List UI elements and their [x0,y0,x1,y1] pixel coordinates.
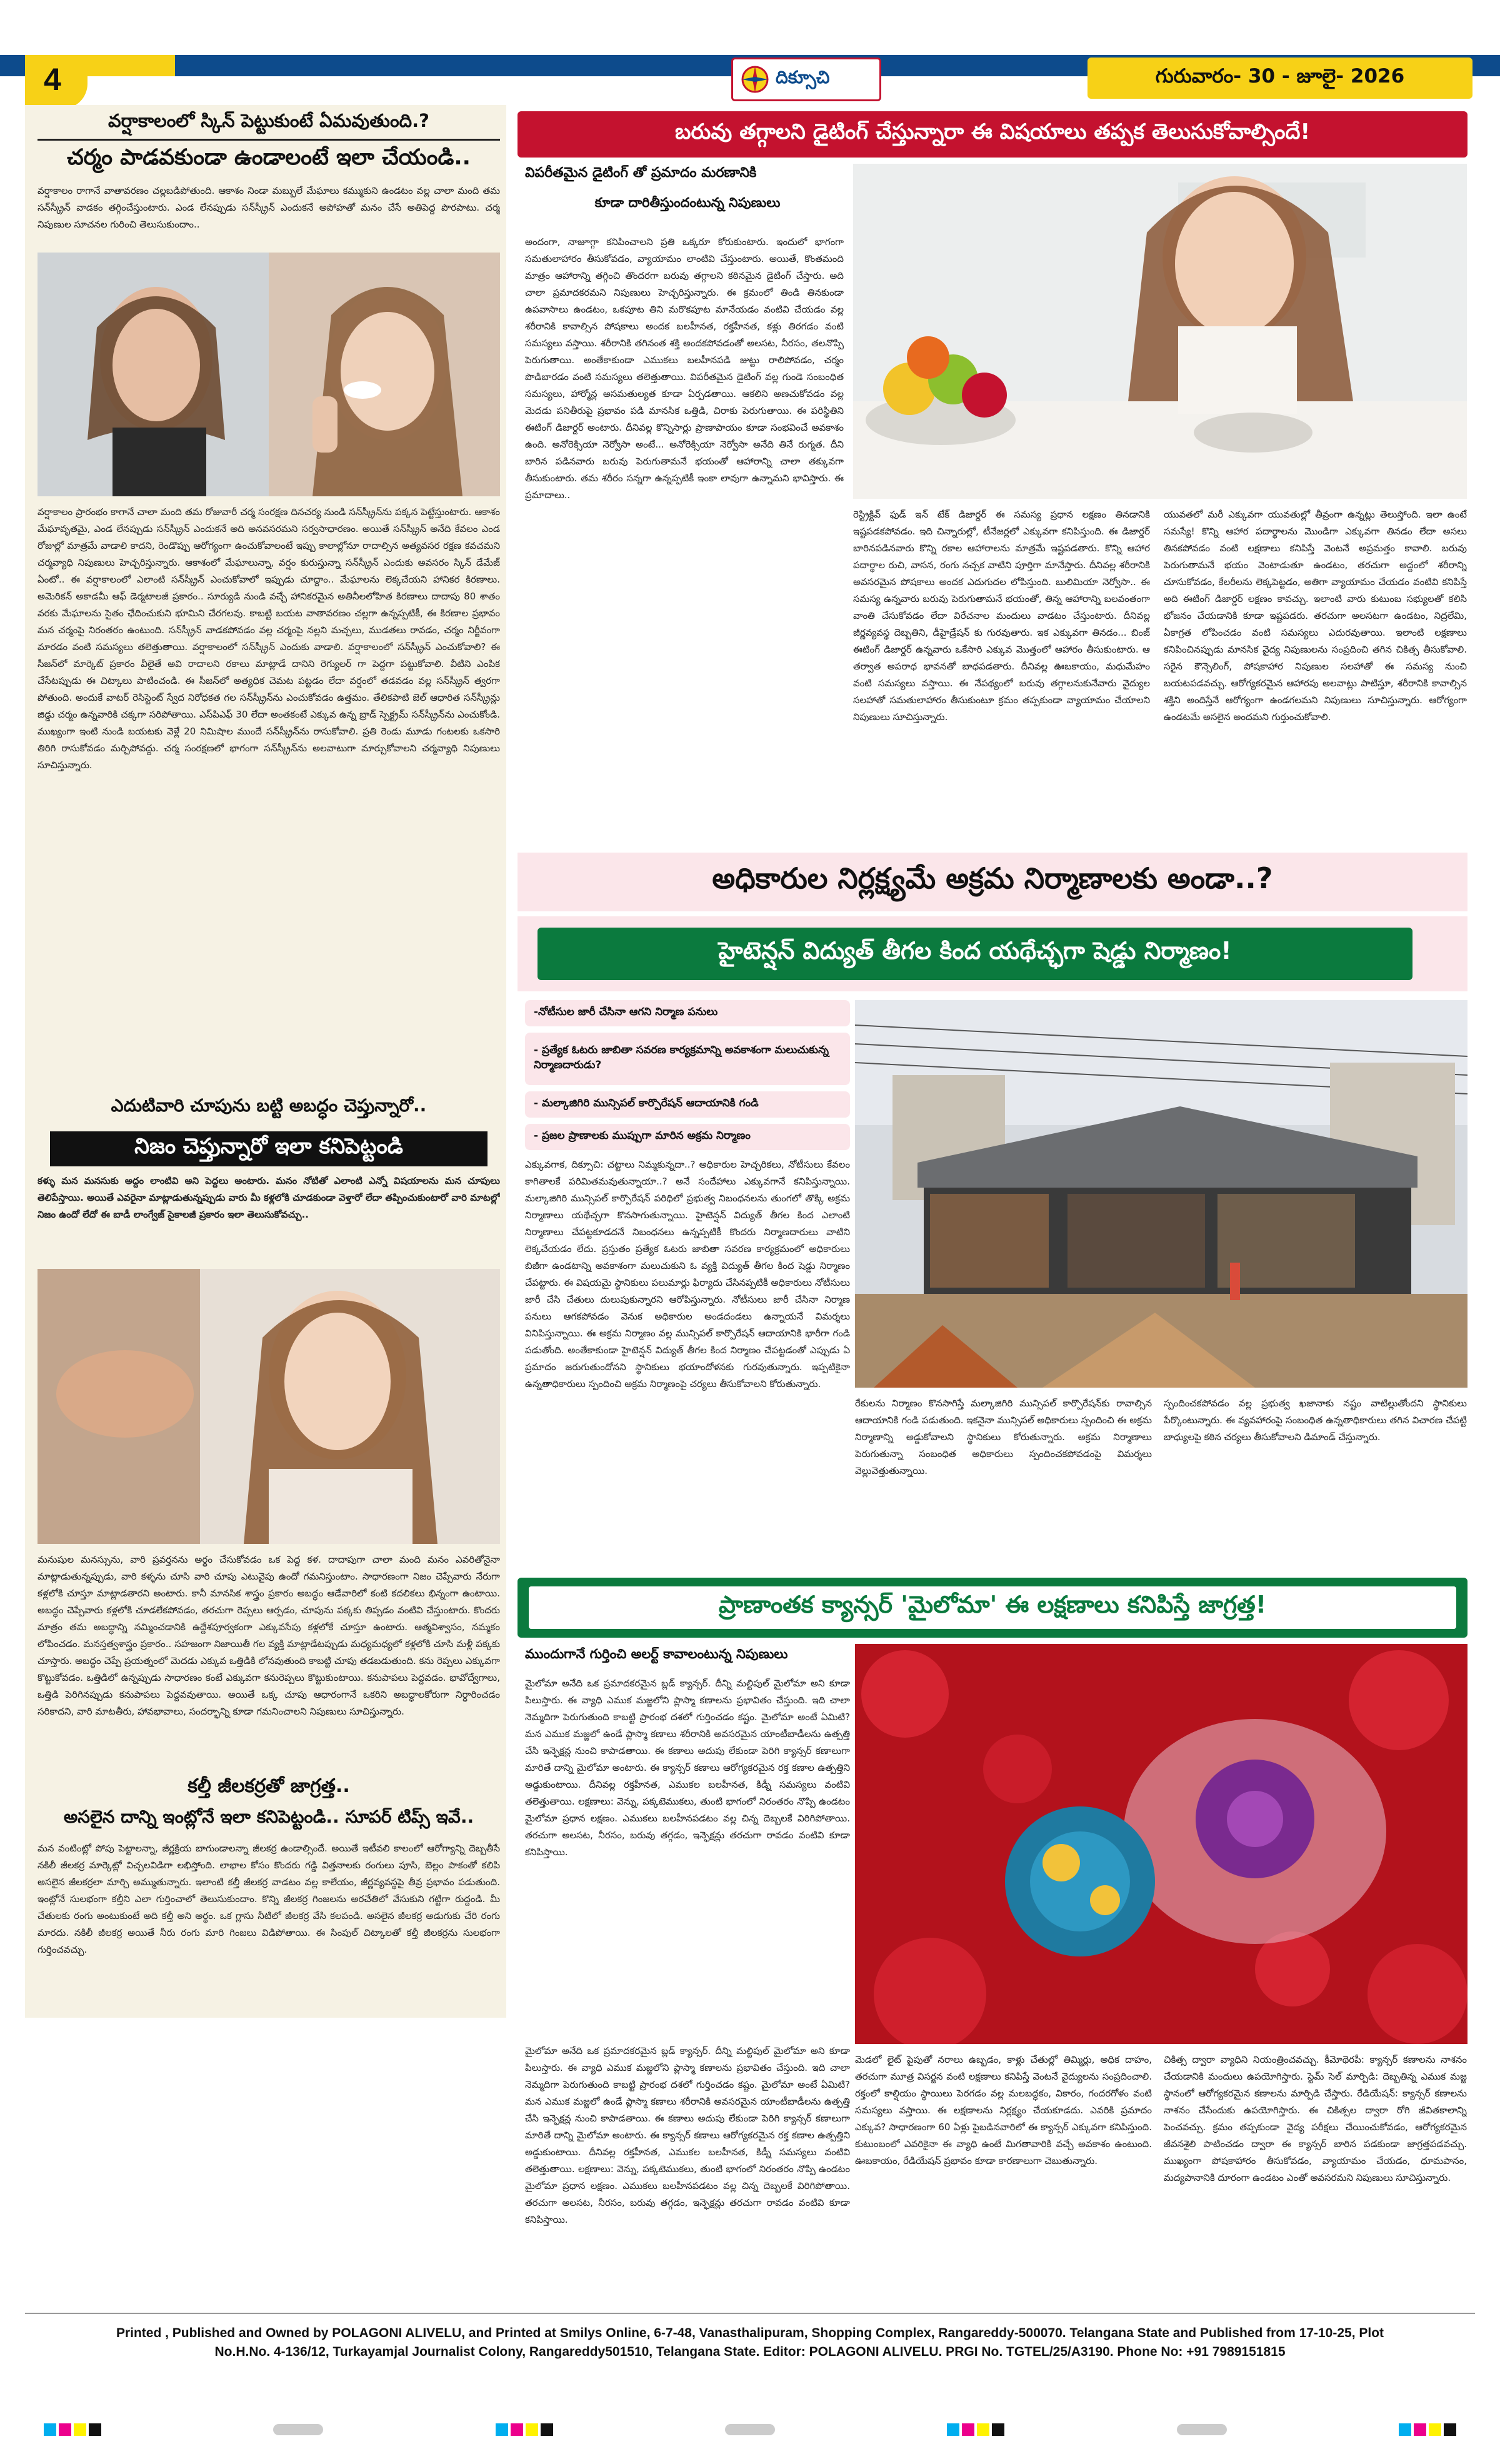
construction-bullet-3: - మల్కాజిగిరి మున్సిపల్ కార్పొరేషన్ ఆదాయానికి గండి [525,1091,850,1118]
eyes-intro: కళ్ళు మన మనసుకు అద్దం లాంటివి అని పెద్దలు అంటారు. మనం నోటితో ఎలాంటి ఎన్నో విషయాలను మన చూపులు తెలిపేస్తాయి. అయితే ఎవరైనా మాట్లాడుతున్నప్పుడు వారు మీ కళ్లలోకి చూడకుండా వెళ్తారో లేదా తప్పించుకుంటారో వారి మాటల్లో నిజం ఉందో లేదో ఈ బాడీ లాంగ్వేజ్ సైకాలజీ ప్రకారం ఇలా తెలుసుకోవచ్చు.. [38,1175,500,1220]
registration-pill-2 [725,2424,775,2435]
construction-body-bottom-a: రేకులను నిర్మాణం కొనసాగిస్తే మల్కాజిగిరి మున్సిపల్ కార్పొరేషన్‌కు రావాల్సిన ఆదాయానికి గండి పడుతుంది. ఇకనైనా మున్సిపల్ అధికారులు స్పందించి ఈ అక్రమ నిర్మాణాన్ని అడ్డుకోవాలని స్థానికులు కోరుతున్నారు. అక్రమ నిర్మాణాలు పెరుగుతున్నా సంబంధిత అధికారులు స్పందించకపోవడంపై విమర్శలు వెల్లువెత్తుతున్నాయి. [855,1398,1152,1476]
diet-sub-1: విపరీతమైన డైటింగ్ తో ప్రమాదం మరణానికి [525,165,757,181]
diet-col-1: అందంగా, నాజూగ్గా కనిపించాలని ప్రతి ఒక్కరూ కోరుకుంటారు. ఇందులో భాగంగా సమతులాహారం తీసుకోవడం, వ్యాయామం లాంటివి చేస్తుంటారు. అయితే, కొంతమంది మాత్రం ఆహారాన్ని తగ్గించి తొందరగా బరువు తగ్గాలని కఠినమైన డైటింగ్ చేస్తారు. అది చాలా ప్రమాదకరమని నిపుణులు హెచ్చరిస్తున్నారు. ఈ క్రమంలో తిండి తినకుండా ఉపవాసాలు ఉండటం, ఒకపూట తిని మరొకపూట మానేయడం వంటివి చేయడం వల్ల శరీరానికి కావాల్సిన పోషకాలు అందక బలహీనత, రక్తహీనత, కళ్లు తిరగడం వంటి సమస్యలు వస్తాయి. శరీరానికి తగినంత శక్తి అందకపోవడంతో అలసట, నీరసం, తలనొప్పి పెరుగుతాయి. అంతేకాకుండా ఎముకలు బలహీనపడి జుట్టు రాలిపోవడం, చర్మం పొడిబారడం వంటి సమస్యలు తలెత్తుతాయి. విపరీతమైన డైటింగ్ వల్ల గుండె సంబంధిత సమస్యలు, హార్మోన్ల అసమతుల్యత కూడా ఏర్పడతాయి. ఆకలిని అణచుకోవడం వల్ల మెదడు పనితీరుపై ప్రభావం పడి మానసిక ఒత్తిడి, చిరాకు పెరుగుతాయి. ఈ పరిస్థితిని ఈటింగ్ డిజార్డర్ అంటారు. దీనివల్ల కొన్నిసార్లు ప్రాణాపాయం కూడా సంభవించే అవకాశం ఉంది. అనోరెక్సియా నెర్వోసా అంటే... అనోరెక్సియా నెర్వోసా అనేది తినే రుగ్మత. దీని బారిన పడినవారు బరువు పెరుగుతామనే భయంతో ఆహారాన్ని చాలా తక్కువగా తీసుకుంటారు. తమ శరీరం సన్నగా ఉన్నప్పటికీ ఇంకా లావుగా ఉన్నామని భావిస్తారు. ఈ ప్రమాదాలు.. [525,236,844,501]
cumin-body: మన వంటింట్లో పోపు పెట్టాలన్నా, జీర్ణక్రియ బాగుండాలన్నా జీలకర్ర ఉండాల్సిందే. అయితే ఇటీవలి కాలంలో ఆరోగ్యాన్ని దెబ్బతీసే నకిలీ జీలకర్ర మార్కెట్లో విచ్చలవిడిగా లభిస్తోంది. లాభాల కోసం కొందరు గడ్డి విత్తనాలకు రంగులు పూసి, బెల్లం పాకంతో కలిపి అసలైన జీలకర్రలా మార్చి అమ్ముతున్నారు. ఇలాంటి కల్తీ జీలకర్ర వాడటం వల్ల కాలేయం, జీర్ణవ్యవస్థపై తీవ్ర ప్రభావం పడుతుంది. ఇంట్లోనే సులభంగా కల్తీని ఎలా గుర్తించాలో తెలుసుకుందాం. కొన్ని జీలకర్ర గింజలను అరచేతిలో వేసుకుని గట్టిగా రుద్దండి. మీ చేతులకు రంగు అంటుకుంటే అది కల్తీ అని అర్థం. ఒక గ్లాసు నీటిలో జీలకర్ర వేసి కలపండి. అసలైన జీలకర్ర అడుగుకు చేరి రంగు మారదు. నకిలీ జీలకర్ర అయితే నీరు రంగు మారి గింజలు విడిపోతాయి. ఈ సింపుల్ చిట్కాలతో కల్తీ జీలకర్రను సులభంగా గుర్తించవచ్చు. [38,1840,500,2015]
eyes-photo [38,1269,500,1544]
myeloma-sub: ముందుగానే గుర్తించి అలర్ట్ కావాలంటున్న నిపుణులు [525,1646,788,1661]
footer-imprint [25,2324,1475,2361]
myeloma-banner [529,1586,1456,1629]
color-bar [44,2423,1456,2436]
myeloma-col-bottom [525,2043,850,2276]
skin-headline-2: చర్మం పాడవకుండా ఉండాలంటే ఇలా చేయండి.. [67,145,471,170]
footer-line-1: Printed , Published and Owned by POLAGONI ALIVELU, and Printed at Smilys Online, 6-7-48, Vanasthalipuram, Shopping Complex, Rangareddy-500070. Telangana State and Published from 17-10-25, Plot [116,2326,1384,2340]
myeloma-col-top: మైలోమా అనేది ఒక ప్రమాదకరమైన బ్లడ్ క్యాన్సర్. దీన్ని మల్టిపుల్ మైలోమా అని కూడా పిలుస్తారు. ఈ వ్యాధి ఎముక మజ్జలోని ప్లాస్మా కణాలను ప్రభావితం చేస్తుంది. ఇది చాలా నెమ్మదిగా పెరుగుతుంది కాబట్టి ప్రారంభ దశలో గుర్తించడం కష్టం. మైలోమా అంటే ఏమిటి? మన ఎముక మజ్జలో ఉండే ప్లాస్మా కణాలు శరీరానికి అవసరమైన యాంటీబాడీలను ఉత్పత్తి చేసి ఇన్ఫెక్షన్ల నుంచి కాపాడతాయి. ఈ కణాలు అదుపు లేకుండా పెరిగి క్యాన్సర్ కణాలుగా మారితే దాన్ని మైలోమా అంటారు. ఈ క్యాన్సర్ కణాలు ఆరోగ్యకరమైన రక్త కణాల ఉత్పత్తిని అడ్డుకుంటాయి. దీనివల్ల రక్తహీనత, ఎముకల బలహీనత, కిడ్నీ సమస్యలు వంటివి తలెత్తుతాయి. లక్షణాలు: వెన్ను, పక్కటెముకలు, తుంటి భాగంలో నిరంతరం నొప్పి ఉండటం మైలోమా ప్రధాన లక్షణం. ఎముకలు బలహీనపడటం వల్ల చిన్న దెబ్బలకే విరిగిపోతాయి. తరచుగా అలసట, నీరసం, బరువు తగ్గడం, ఇన్ఫెక్షన్లు తరచుగా రావడం వంటివి కూడా కనిపిస్తాయి. [525,1678,850,1858]
construction-banner-1 [518,853,1468,911]
myeloma-banner-text: ప్రాణాంతక క్యాన్సర్ 'మైలోమా' ఈ లక్షణాలు కనిపిస్తే జాగ్రత్త! [718,1591,1267,1618]
myeloma-col-b: చికిత్స ద్వారా వ్యాధిని నియంత్రించవచ్చు. కీమోథెరపీ: క్యాన్సర్ కణాలను నాశనం చేయడానికి మందులు ఉపయోగిస్తారు. స్టెమ్ సెల్ మార్పిడి: దెబ్బతిన్న ఎముక మజ్జ స్థానంలో ఆరోగ్యకరమైన కణాలను మార్పిడి చేస్తారు. రేడియేషన్: క్యాన్సర్ కణాలను నాశనం చేసేందుకు ఉపయోగిస్తారు. ఈ చికిత్సల ద్వారా రోగి జీవితకాలాన్ని పెంచవచ్చు. క్రమం తప్పకుండా వైద్య పరీక్షలు చేయించుకోవడం, ఆరోగ్యకరమైన జీవనశైలి పాటించడం ద్వారా ఈ క్యాన్సర్ బారిన పడకుండా జాగ్రత్తపడవచ్చు. ముఖ్యంగా పోషకాహారం తీసుకోవడం, వ్యాయామం చేయడం, ధూమపానం, మద్యపానానికి దూరంగా ఉండటం ఎంతో అవసరమని నిపుణులు సూచిస్తున్నారు. [1164,2054,1467,2183]
construction-body-bottom-b: స్పందించకపోవడం వల్ల ప్రభుత్వ ఖజానాకు నష్టం వాటిల్లుతోందని స్థానికులు పేర్కొంటున్నారు. ఈ వ్యవహారంపై సంబంధిత ఉన్నతాధికారులు తగిన విచారణ చేపట్టి బాధ్యులపై కఠిన చర్యలు తీసుకోవాలని డిమాండ్ చేస్తున్నారు. [1164,1398,1467,1443]
masthead-logo [731,58,881,101]
construction-banner-2 [538,928,1412,980]
footer-line-2: No.H.No. 4-136/12, Turkayamjal Journalist Colony, Rangareddy501510, Telangana State. Editor: POLAGONI ALIVELU. PRGI No. TGTEL/25/A3190. Phone No: +91 7989151815 [214,2345,1286,2359]
skin-headline-1: వర్షాకాలంలో స్కిన్ పెట్టుకుంటే ఏమవుతుంది.? [108,110,429,131]
myeloma-photo [855,1644,1468,2044]
diet-banner [518,111,1468,158]
eyes-headline-2-box [50,1131,488,1166]
date-line: గురువారం- 30 - జూలై- 2026 [1155,64,1405,88]
page-number: 4 [44,62,61,97]
cmyk-swatches-mid2 [947,2423,1004,2436]
eyes-headline-1: ఎదుటివారి చూపును బట్టి అబద్ధం చెప్తున్నారో.. [111,1095,427,1116]
cmyk-swatches-right [1399,2423,1456,2436]
registration-pill-1 [273,2424,323,2435]
eyes-headline-2: నిజం చెప్తున్నారో ఇలా కనిపెట్టండి [134,1134,403,1159]
construction-body-left: ఎక్కువగాక, దిక్సూచి: చట్టాలు నిమ్మకున్నదా..? అధికారుల హెచ్చరికలు, నోటీసులు కేవలం కాగితాలకే పరిమితమవుతున్నాయా..? అనే సందేహాలు ఎక్కువగానే కనిపిస్తున్నాయి. మల్కాజిగిరి మున్సిపల్ కార్పొరేషన్ పరిధిలో ప్రభుత్వ నిబంధనలను తుంగలో తొక్కి అక్రమ నిర్మాణాలు యథేచ్ఛగా కొనసాగుతున్నాయి. హైటెన్షన్ విద్యుత్ తీగల కింద ఎలాంటి నిర్మాణాలు చేపట్టకూడదనే నిబంధనలు ఉన్నప్పటికీ కొందరు నిర్మాణదారులు వాటిని లెక్కచేయడం లేదు. ప్రస్తుతం ప్రత్యేక ఓటరు జాబితా సవరణ కార్యక్రమంలో అధికారులు బిజీగా ఉండటాన్ని అవకాశంగా మలుచుకుని ఓ వ్యక్తి విద్యుత్ తీగల కింద షెడ్డు నిర్మాణం చేపట్టారు. ఈ విషయమై స్థానికులు పలుమార్లు ఫిర్యాదు చేసినప్పటికీ అధికారులు నోటీసులు జారీ చేసి చేతులు దులుపుకున్నారని ఆరోపిస్తున్నారు. నోటీసులు జారీ చేసినా నిర్మాణ పనులు ఆగకపోవడం వెనుక అధికారుల అండదండలు ఉన్నాయనే విమర్శలు వినిపిస్తున్నాయి. ఈ అక్రమ నిర్మాణం వల్ల మున్సిపల్ కార్పొరేషన్ ఆదాయానికి భారీగా గండి పడుతోంది. అంతేకాకుండా హైటెన్షన్ విద్యుత్ తీగల కింద నిర్మాణం చేపట్టడంతో ఎప్పుడు ఏ ప్రమాదం జరుగుతుందోనని స్థానికులు భయాందోళనకు గురవుతున్నారు. ఇప్పటికైనా ఉన్నతాధికారులు స్పందించి అక్రమ నిర్మాణంపై చర్యలు తీసుకోవాలని కోరుతున్నారు. [525,1159,850,1390]
logo-text: దిక్సూచి [776,67,830,88]
registration-pill-3 [1177,2424,1227,2435]
cumin-headline-1: కల్తీ జీలకర్రతో జాగ్రత్త.. [38,1775,500,1801]
construction-banner-2-text: హైటెన్షన్ విద్యుత్ తీగల కింద యథేచ్ఛగా షెడ్డు నిర్మాణం! [718,937,1232,964]
construction-photo [855,1000,1468,1388]
diet-sub-2: కూడా దారితీస్తుందంటున్న నిపుణులు [594,195,781,210]
skin-photo [38,253,500,496]
construction-bullet-1: -నోటీసుల జారీ చేసినా ఆగని నిర్మాణ పనులు [525,1000,850,1026]
compass-logo-icon [739,64,771,95]
skin-body: వర్షాకాలం ప్రారంభం కాగానే చాలా మంది తమ రోజువారీ చర్మ సంరక్షణ దినచర్య నుండి సన్‌స్క్రీన్‌ను పక్కన పెట్టేస్తుంటారు. ఆకాశం మేఘావృతమై, ఎండ లేనప్పుడు సన్‌స్క్రీన్ ఎందుకనే అది అనవసరమని సర్వసాధారణం. అయితే సన్‌స్క్రీన్ అనేది కేవలం ఎండ రోజుల్లో మాత్రమే వాడాలి కాదని, రెండొప్పు ఆరోగ్యంగా ఉంచుకోవాలంటే ఇప్పు కాలాల్లోనూ రాదాల్సిన అత్యవసర రక్షణ కవచమని చర్మవ్యాధి నిపుణులు హెచ్చరిస్తున్నారు. ఆకాశంలో మేఘాలున్నా, వర్షం కురుస్తున్నా సన్‌స్క్రీన్ ఎందుకు అవసరం స్కిన్ డేమేజ్ ఏంటో.. ఈ వర్షాకాలంలో ఎలాంటి సన్‌స్క్రీన్ ఎంచుకోవాలో ఇప్పుడు చూద్దాం.. మేఘాలను లెక్కచేయని హానికర కిరణాలు. అమెరికన్ అకాడమీ ఆఫ్ డెర్మటాలజీ ప్రకారం.. సూర్యుడి నుండి వచ్చే హానికరమైన అతినీలలోహిత కిరణాలు దాదాపు 80 శాతం వరకు మేఘాలను సైతం ఛేదించుకుని భూమిని చేరగలవు. కాబట్టి బయట వాతావరణం చల్లగా ఉన్నప్పటికీ, ఈ కిరణాల ప్రభావం మన చర్మంపై నిరంతరం ఉంటుంది. సన్‌స్క్రీన్ వాడకపోవడం వల్ల చర్మంపై నల్లని మచ్చలు, ముడతలు రావడం, చర్మం నిర్జీవంగా మారడం వంటి సమస్యలు తలెత్తుతాయి. వర్షాకాలంలో సన్‌స్క్రీన్ ఎందుకు వాడాలి. వర్షాకాలంలో సన్‌స్క్రీన్ ఎంచుకోవాలి? ఈ సీజన్‌లో మార్కెట్ ప్రకారం వీలైతే అవి రాదాలని రకాలు మాట్లాడే దానిని రెగ్యులర్ గా పెద్దగా పట్టుకోవాలి. వీటిని ఎంపిక చేసేటప్పుడు ఈ చిట్కాలు పాటించండి. ఈ సీజన్‌లో అత్యధిక చెమట పట్టడం లేదా వర్షంలో తడవడం వల్ల సన్‌స్క్రీన్ త్వరగా పోతుంది. అందుకే వాటర్ రెసిస్టెంట్ స్వేద నిరోధకత గల సన్‌స్క్రీన్‌ను ఎంచుకోవడం ఉత్తమం. తేలికపాటి జెల్ ఆధారిత సన్‌స్క్రీన్లు జిడ్డు చర్మం ఉన్నవారికి చక్కగా సరిపోతాయి. ఎస్‌పిఎఫ్ 30 లేదా అంతకంటే ఎక్కువ ఉన్న బ్రాడ్ స్పెక్ట్రమ్ సన్‌స్క్రీన్‌ను ఎంచుకోండి. ముఖ్యంగా ఇంటి నుండి బయటకు వెళ్లే 20 నిమిషాల ముందే సన్‌స్క్రీన్‌ను రాసుకోవాలి. ప్రతి రెండు మూడు గంటలకు ఒకసారి తిరిగి రాసుకోవడం మర్చిపోవద్దు. చర్మ సంరక్షణలో భాగంగా సన్‌స్క్రీన్‌ను అలవాటుగా మార్చుకోవాలని చర్మవ్యాధి నిపుణులు సూచిస్తున్నారు. [38,506,500,771]
construction-bullet-4: - ప్రజల ప్రాణాలకు ముప్పుగా మారిన అక్రమ నిర్మాణం [525,1124,850,1150]
myeloma-col-a: మెడలో లైట్ పైపుతో నరాలు ఉబ్బడం, కాళ్లు చేతుల్లో తిమ్మిర్లు, అధిక దాహం, తరచుగా మూత్ర విసర్జన వంటి లక్షణాలు కనిపిస్తే వెంటనే వైద్యులను సంప్రదించాలి. రక్తంలో కాల్షియం స్థాయిలు పెరగడం వల్ల మలబద్ధకం, వికారం, గందరగోళం వంటి సమస్యలు వస్తాయి. ఈ లక్షణాలను నిర్లక్ష్యం చేయకూడదు. ఎవరికి ప్రమాదం ఎక్కువ? సాధారణంగా 60 ఏళ్లు పైబడినవారిలో ఈ క్యాన్సర్ ఎక్కువగా కనిపిస్తుంది. కుటుంబంలో ఎవరికైనా ఈ వ్యాధి ఉంటే మిగతావారికి వచ్చే అవకాశం ఉంటుంది. ఊబకాయం, రేడియేషన్ ప్రభావం కూడా కారణాలుగా చెబుతున్నారు. [855,2054,1152,2166]
date-box [1088,58,1472,99]
cmyk-swatches-mid1 [496,2423,553,2436]
eyes-body: మనుషుల మనస్సును, వారి ప్రవర్తనను అర్థం చేసుకోవడం ఒక పెద్ద కళ. దాదాపుగా చాలా మంది మనం ఎవరితోనైనా మాట్లాడుతున్నప్పుడు, వారి కళ్ళను చూసి వారి చూపు ఎటువైపు ఉందో గమనిస్తుంటాం. సాధారణంగా నిజం చెప్పేవారు నేరుగా కళ్లలోకి చూస్తూ మాట్లాడతారని అంటారు. కానీ మానసిక శాస్త్రం ప్రకారం అబద్ధం ఆడేవారిలో కంటి కదలికలు భిన్నంగా ఉంటాయి. అబద్ధం చెప్పేవారు కళ్లలోకి చూడలేకపోవడం, తరచుగా రెప్పలు ఆర్పడం, చూపును పక్కకు తిప్పడం వంటివి చేస్తుంటారు. కొందరు మాత్రం తమ అబద్ధాన్ని నమ్మించడానికి ఉద్దేశపూర్వకంగా ఎక్కువసేపు కళ్లలోకే చూస్తూ ఉంటారు. ఆత్మవిశ్వాసం, నమ్మకం లోపించడం. మనస్తత్వశాస్త్రం ప్రకారం.. సహజంగా నిజాయితీ గల వ్యక్తి మాట్లాడేటప్పుడు మధ్యమధ్యలో కళ్లలోకి చూసి మళ్లీ పక్కకు చూస్తారు. అబద్ధం చెప్పే ప్రయత్నంలో మెదడు ఎక్కువ ఒత్తిడికి లోనవుతుంది కాబట్టి చూపు తడబడుతుంది. కను రెప్పలు ఎక్కువగా కొట్టుకోవడం. ఒత్తిడిలో ఉన్నప్పుడు సాధారణం కంటే ఎక్కువగా కనురెప్పలు కొట్టుకుంటాయి. కనుపాపలు పెద్దవడం. భావోద్వేగాలు, ఒత్తిడి పెరిగినప్పుడు కనుపాపలు పెద్దవవుతాయి. అయితే ఒక్క చూపు ఆధారంగానే ఒకరిని అబద్ధాలకోరుగా నిర్ధారించడం సరికాదని, వారి మాటతీరు, హావభావాలు, సందర్భాన్ని కూడా గమనించాలని నిపుణులు సూచిస్తున్నారు. [38,1554,500,1717]
headline-divider [38,139,500,141]
diet-col-2: రెస్ట్రిక్టివ్ ఫుడ్ ఇన్ టేక్ డిజార్డర్ ఈ సమస్య ప్రధాన లక్షణం తినడానికి ఇష్టపడకపోవడం. ఇది చిన్నారుల్లో, టీనేజర్లలో ఎక్కువగా కనిపిస్తుంది. ఈ డిజార్డర్ బారినపడినవారు కొన్ని రకాల ఆహారాలను మాత్రమే ఇష్టపడతారు. కొన్ని ఆహార పదార్థాల రుచి, వాసన, రంగు నచ్చక వాటిని పూర్తిగా మానేస్తారు. దీనివల్ల శరీరానికి అవసరమైన పోషకాలు అందక ఎదుగుదల లోపిస్తుంది. బులిమియా నెర్వోసా.. ఈ సమస్య ఉన్నవారు బరువు పెరుగుతామనే భయంతో, తిన్న ఆహారాన్ని బలవంతంగా వాంతి చేసుకోవడం లేదా విరేచనాల మందులు వాడటం చేస్తుంటారు. దీనివల్ల జీర్ణవ్యవస్థ దెబ్బతిని, డీహైడ్రేషన్ కు గురవుతారు. ఇక ఎక్కువగా తినడం... బింజ్ ఈటింగ్ డిజార్డర్ ఉన్నవారు ఒకేసారి ఎక్కువ మొత్తంలో ఆహారం తీసుకుంటారు. ఆ తర్వాత అపరాధ భావనతో బాధపడతారు. దీనివల్ల ఊబకాయం, మధుమేహం వంటి సమస్యలు వస్తాయి. ఈ నేపథ్యంలో బరువు తగ్గాలనుకునేవారు వైద్యుల సలహాతో సమతులాహారం తీసుకుంటూ క్రమం తప్పకుండా వ్యాయామం చేయాలని నిపుణులు సూచిస్తున్నారు. [853,509,1150,723]
footer-rule [25,2313,1475,2314]
diet-photo [853,164,1467,499]
diet-col-3: యువతలో మరీ ఎక్కువగా యువతుల్లో తీవ్రంగా ఉన్నట్లు తెలుస్తోంది. ఇలా ఉంటే సమస్యే! కొన్ని ఆహార పదార్థాలను మొండిగా ఎక్కువగా తినడం లేదా అసలు తినకపోవడం వంటి లక్షణాలు కనిపిస్తే వెంటనే అప్రమత్తం కావాలి. బరువు పెరుగుతామనే భయం వెంటాడుతూ ఉండటం, తరచుగా అద్దంలో శరీరాన్ని చూసుకోవడం, కేలరీలను లెక్కపెట్టడం, అతిగా వ్యాయామం చేయడం వంటివి కనిపిస్తే అది ఈటింగ్ డిజార్డర్ లక్షణం కావచ్చు. ఇలాంటి వారు కుటుంబ సభ్యులతో కలిసి భోజనం చేయడానికి కూడా ఇష్టపడరు. తరచుగా అలసటగా ఉండటం, నిద్రలేమి, ఏకాగ్రత లోపించడం వంటి సమస్యలు ఎదురవుతాయి. ఇలాంటి లక్షణాలు కనిపించినప్పుడు మానసిక వైద్య నిపుణులను సంప్రదించి తగిన చికిత్స తీసుకోవాలి. సరైన కౌన్సెలింగ్, పోషకాహార నిపుణుల సలహాతో ఈ సమస్య నుంచి బయటపడవచ్చు. ఆరోగ్యకరమైన ఆహారపు అలవాట్లు పాటిస్తూ, శరీరానికి కావాల్సిన శక్తిని అందిస్తేనే ఆరోగ్యంగా ఉండగలమని నిపుణులు సూచిస్తున్నారు. ఆరోగ్యంగా ఉండటమే అసలైన అందమని గుర్తుంచుకోవాలి. [1164,509,1467,723]
myeloma-col-bottom-text: మైలోమా అనేది ఒక ప్రమాదకరమైన బ్లడ్ క్యాన్సర్. దీన్ని మల్టిపుల్ మైలోమా అని కూడా పిలుస్తారు. ఈ వ్యాధి ఎముక మజ్జలోని ప్లాస్మా కణాలను ప్రభావితం చేస్తుంది. ఇది చాలా నెమ్మదిగా పెరుగుతుంది కాబట్టి ప్రారంభ దశలో గుర్తించడం కష్టం. మైలోమా అంటే ఏమిటి? మన ఎముక మజ్జలో ఉండే ప్లాస్మా కణాలు శరీరానికి అవసరమైన యాంటీబాడీలను ఉత్పత్తి చేసి ఇన్ఫెక్షన్ల నుంచి కాపాడతాయి. ఈ కణాలు అదుపు లేకుండా పెరిగి క్యాన్సర్ కణాలుగా మారితే దాన్ని మైలోమా అంటారు. ఈ క్యాన్సర్ కణాలు ఆరోగ్యకరమైన రక్త కణాల ఉత్పత్తిని అడ్డుకుంటాయి. దీనివల్ల రక్తహీనత, ఎముకల బలహీనత, కిడ్నీ సమస్యలు వంటివి తలెత్తుతాయి. లక్షణాలు: వెన్ను, పక్కటెముకలు, తుంటి భాగంలో నిరంతరం నొప్పి ఉండటం మైలోమా ప్రధాన లక్షణం. ఎముకలు బలహీనపడటం వల్ల చిన్న దెబ్బలకే విరిగిపోతాయి. తరచుగా అలసట, నీరసం, బరువు తగ్గడం, ఇన్ఫెక్షన్లు తరచుగా రావడం వంటివి కూడా కనిపిస్తాయి. [525,2045,850,2225]
skin-intro: వర్షాకాలం రాగానే వాతావరణం చల్లబడిపోతుంది. ఆకాశం నిండా మబ్బులే మేఘాలు కమ్ముకుని ఉండటం వల్ల చాలా మంది తమ సన్‌స్క్రీన్ వాడకం తగ్గించేస్తుంటారు. ఎండ లేనప్పుడు సన్‌స్క్రీన్ ఎందుకనే అపోహతో మనం చేసే అతిపెద్ద పొరపాటు. చర్మ నిపుణుల సూచనల గురించి తెలుసుకుందాం.. [38,185,500,230]
cumin-headline-2: అసలైన దాన్ని ఇంట్లోనే ఇలా కనిపెట్టండి.. సూపర్ టిప్స్ ఇవే.. [38,1806,500,1831]
cmyk-swatches-left [44,2423,101,2436]
construction-banner-1-text: అధికారుల నిర్లక్ష్యమే అక్రమ నిర్మాణాలకు అండా..? [712,861,1273,895]
diet-banner-text: బరువు తగ్గాలని డైటింగ్ చేస్తున్నారా ఈ విషయాలు తప్పక తెలుసుకోవాల్సిందే! [674,119,1311,144]
construction-bullet-2: - ప్రత్యేక ఓటరు జాబితా సవరణ కార్యక్రమాన్ని అవకాశంగా మలుచుకున్న నిర్మాణదారుడు? [525,1033,850,1085]
